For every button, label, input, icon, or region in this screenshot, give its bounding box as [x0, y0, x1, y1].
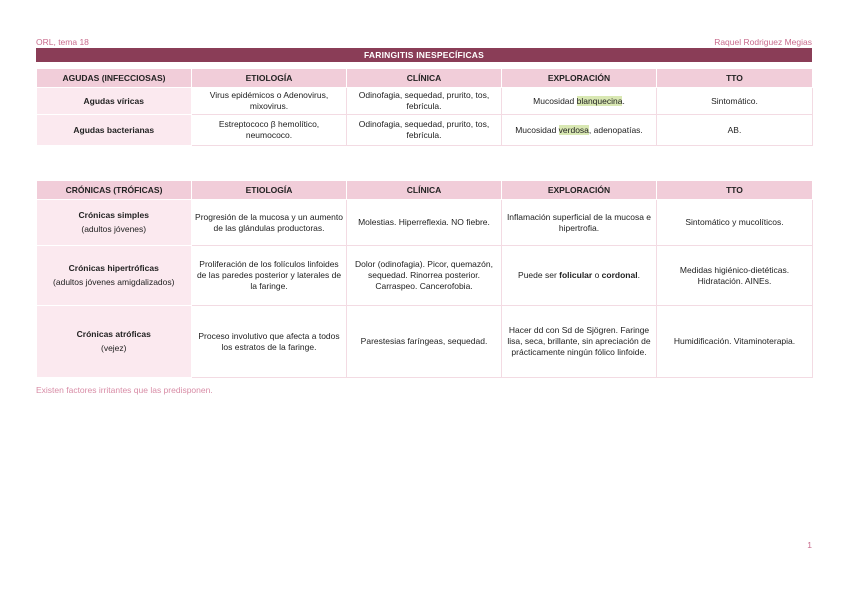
cell-exploracion: [502, 88, 657, 115]
exploracion-text-end: , adenopatías.: [588, 124, 643, 135]
cell-clinica: Dolor (odinofagia). Picor, quemazón, sequedad. Rinorrea posterior. Carraspeo. Cancerofobia.: [347, 246, 502, 306]
col-header-tto: TTO: [657, 69, 813, 88]
header-author: Raquel Rodriguez Megias: [714, 37, 812, 47]
table-row: [37, 306, 813, 378]
row-subtitle: (adultos jóvenes amigdalizados): [53, 277, 175, 287]
cell-clinica: Molestias. Hiperreflexia. NO fiebre.: [347, 200, 502, 246]
row-name: Agudas bacterianas: [37, 115, 192, 146]
col-header-exploracion: EXPLORACIÓN: [502, 69, 657, 88]
cell-exploracion: [502, 246, 657, 306]
cell-tto: Sintomático y mucolíticos.: [657, 200, 813, 246]
row-subtitle: (adultos jóvenes): [81, 224, 147, 234]
bold-term-folicular: folicular: [559, 270, 593, 280]
footnote: Existen factores irritantes que las predisponen.: [36, 385, 213, 395]
table-row: [37, 200, 813, 246]
bold-term-cordonal: cordonal: [601, 270, 638, 280]
exploracion-text: Mucosidad: [533, 95, 577, 106]
cell-etiologia: Estreptococo β hemolítico, neumococo.: [192, 115, 347, 146]
col-header-exploracion: EXPLORACIÓN: [502, 181, 657, 200]
row-name-cell: [37, 246, 192, 306]
row-name: Crónicas simples: [78, 210, 149, 220]
agudas-table: [36, 68, 813, 146]
row-name-cell: [37, 200, 192, 246]
highlighted-term: verdosa: [558, 124, 589, 135]
cell-etiologia: Proceso involutivo que afecta a todos los estratos de la faringe.: [192, 306, 347, 378]
cronicas-table: [36, 180, 813, 378]
exploracion-text: Mucosidad: [515, 124, 559, 135]
row-name: Crónicas atróficas: [76, 329, 151, 339]
row-name-cell: [37, 306, 192, 378]
cell-clinica: Parestesias faríngeas, sequedad.: [347, 306, 502, 378]
col-header-tipo: AGUDAS (INFECCIOSAS): [37, 69, 192, 88]
exploracion-connector: o: [592, 270, 602, 280]
row-subtitle: (vejez): [100, 343, 127, 353]
row-name: Agudas víricas: [37, 88, 192, 115]
col-header-clinica: CLÍNICA: [347, 69, 502, 88]
col-header-tto: TTO: [657, 181, 813, 200]
cell-clinica: Odinofagia, sequedad, prurito, tos, febrícula.: [347, 115, 502, 146]
cronicas-header-row: [37, 181, 813, 200]
cell-clinica: Odinofagia, sequedad, prurito, tos, febrícula.: [347, 88, 502, 115]
highlighted-term: blanquecina: [576, 95, 623, 106]
row-name: Crónicas hipertróficas: [68, 263, 159, 273]
col-header-etiologia: ETIOLOGÍA: [192, 181, 347, 200]
cell-etiologia: Proliferación de los folículos linfoides de las paredes posterior y laterales de la faringe.: [192, 246, 347, 306]
exploracion-text-end: .: [622, 95, 625, 106]
table-row: [37, 88, 813, 115]
cell-etiologia: Progresión de la mucosa y un aumento de las glándulas productoras.: [192, 200, 347, 246]
table-row: [37, 115, 813, 146]
col-header-tipo: CRÓNICAS (TRÓFICAS): [37, 181, 192, 200]
col-header-etiologia: ETIOLOGÍA: [192, 69, 347, 88]
table-row: [37, 246, 813, 306]
cell-tto: Medidas higiénico-dietéticas. Hidratación. AINEs.: [657, 246, 813, 306]
cell-exploracion: Inflamación superficial de la mucosa e hipertrofia.: [502, 200, 657, 246]
exploracion-text-end: .: [637, 270, 640, 280]
agudas-header-row: [37, 69, 813, 88]
cell-exploracion: Hacer dd con Sd de Sjögren. Faringe lisa, seca, brillante, sin apreciación de prácticamente ningún fólico linfoide.: [502, 306, 657, 378]
cell-etiologia: Virus epidémicos o Adenovirus, mixovirus.: [192, 88, 347, 115]
cell-tto: AB.: [657, 115, 813, 146]
header-left-title: ORL, tema 18: [36, 37, 89, 47]
cell-tto: Sintomático.: [657, 88, 813, 115]
cell-exploracion: [502, 115, 657, 146]
col-header-clinica: CLÍNICA: [347, 181, 502, 200]
exploracion-text: Puede ser: [518, 270, 560, 280]
cell-tto: Humidificación. Vitaminoterapia.: [657, 306, 813, 378]
section-banner: FARINGITIS INESPECÍFICAS: [36, 48, 812, 62]
page-number: 1: [807, 540, 812, 550]
